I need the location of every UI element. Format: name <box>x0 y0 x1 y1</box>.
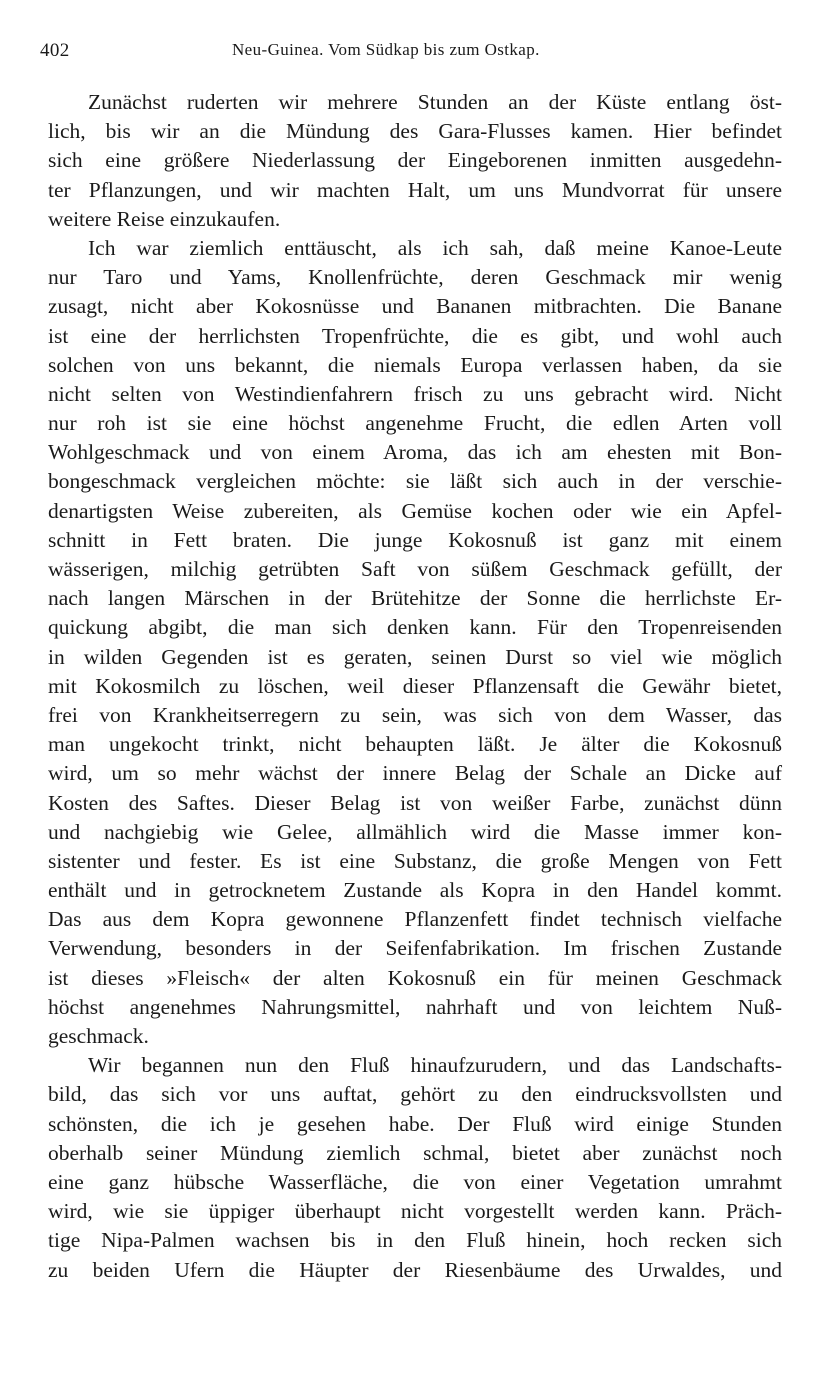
text-line: zusagt, nicht aber Kokosnüsse und Bananen mitbrachten. Die Banane <box>48 294 782 319</box>
paragraph <box>48 88 782 234</box>
text-line: eine ganz hübsche Wasserfläche, die von einer Vegetation umrahmt <box>48 1169 782 1194</box>
text-line: Das aus dem Kopra gewonnene Pflanzenfett findet technisch vielfache <box>48 907 782 932</box>
text-line: bild, das sich vor uns auftat, gehört zu den eindrucksvollsten und <box>48 1082 782 1107</box>
text-line: ist dieses »Fleisch« der alten Kokosnuß ein für meinen Geschmack <box>48 965 782 990</box>
text-line: enthält und in getrocknetem Zustande als Kopra in den Handel kommt. <box>48 878 782 903</box>
text-line: nicht selten von Westindienfahrern frisch zu uns gebracht wird. Nicht <box>48 381 782 406</box>
text-line: sich eine größere Niederlassung der Eingeborenen inmitten ausgedehn- <box>48 148 782 173</box>
text-line: ist eine der herrlichsten Tropenfrüchte, die es gibt, und wohl auch <box>48 323 782 348</box>
text-line: höchst angenehmes Nahrungsmittel, nahrhaft und von leichtem Nuß- <box>48 994 782 1019</box>
body-text <box>48 88 782 1285</box>
text-line: in wilden Gegenden ist es geraten, seinen Durst so viel wie möglich <box>48 644 782 669</box>
text-line: lich, bis wir an die Mündung des Gara-Flusses kamen. Hier befindet <box>48 119 782 144</box>
paragraph <box>48 1051 782 1285</box>
text-line: Ich war ziemlich enttäuscht, als ich sah, daß meine Kanoe-Leute <box>88 235 782 260</box>
page-number: 402 <box>40 40 70 61</box>
text-line: tige Nipa-Palmen wachsen bis in den Fluß hinein, hoch recken sich <box>48 1228 782 1253</box>
text-line: Wohlgeschmack und von einem Aroma, das ich am ehesten mit Bon- <box>48 440 782 465</box>
text-line: Kosten des Saftes. Dieser Belag ist von weißer Farbe, zunächst dünn <box>48 790 782 815</box>
text-line: denartigsten Weise zubereiten, als Gemüse kochen oder wie ein Apfel- <box>48 498 782 523</box>
text-line: Wir begannen nun den Fluß hinaufzurudern, und das Landschafts- <box>88 1053 782 1078</box>
text-line: weitere Reise einzukaufen. <box>48 206 281 231</box>
text-line: oberhalb seiner Mündung ziemlich schmal, bietet aber zunächst noch <box>48 1140 782 1165</box>
paragraph <box>48 234 782 1051</box>
text-line: Zunächst ruderten wir mehrere Stunden an der Küste entlang öst- <box>88 90 782 114</box>
text-line: wird, wie sie üppiger überhaupt nicht vorgestellt werden kann. Präch- <box>48 1199 782 1224</box>
text-line: ter Pflanzungen, und wir machten Halt, um uns Mundvorrat für unsere <box>48 177 782 202</box>
text-line: nur roh ist sie eine höchst angenehme Frucht, die edlen Arten voll <box>48 411 782 436</box>
text-line: geschmack. <box>48 1024 149 1048</box>
text-line: schönsten, die ich je gesehen habe. Der Fluß wird einige Stunden <box>48 1111 782 1136</box>
text-line: quickung abgibt, die man sich denken kann. Für den Tropenreisenden <box>48 615 782 640</box>
text-line: man ungekocht trinkt, nicht behaupten läßt. Je älter die Kokosnuß <box>48 732 782 757</box>
text-line: und nachgiebig wie Gelee, allmählich wird die Masse immer kon- <box>48 819 782 844</box>
text-line: bongeschmack vergleichen möchte: sie läßt sich auch in der verschie- <box>48 469 782 494</box>
running-title: Neu-Guinea. Vom Südkap bis zum Ostkap. <box>232 40 540 59</box>
text-line: nur Taro und Yams, Knollenfrüchte, deren Geschmack mir wenig <box>48 265 782 290</box>
text-line: Verwendung, besonders in der Seifenfabrikation. Im frischen Zustande <box>48 936 782 961</box>
text-line: sistenter und fester. Es ist eine Substanz, die große Mengen von Fett <box>48 848 782 873</box>
text-line: solchen von uns bekannt, die niemals Europa verlassen haben, da sie <box>48 352 782 377</box>
text-line: schnitt in Fett braten. Die junge Kokosnuß ist ganz mit einem <box>48 527 782 552</box>
running-head <box>40 40 785 66</box>
text-line: nach langen Märschen in der Brütehitze der Sonne die herrlichste Er- <box>48 586 782 611</box>
text-line: frei von Krankheitserregern zu sein, was sich von dem Wasser, das <box>48 702 782 727</box>
text-line: mit Kokosmilch zu löschen, weil dieser Pflanzensaft die Gewähr bietet, <box>48 673 782 698</box>
text-line: wässerigen, milchig getrübten Saft von süßem Geschmack gefüllt, der <box>48 557 782 581</box>
text-line: zu beiden Ufern die Häupter der Riesenbäume des Urwaldes, und <box>48 1257 782 1282</box>
text-line: wird, um so mehr wächst der innere Belag der Schale an Dicke auf <box>48 761 782 786</box>
